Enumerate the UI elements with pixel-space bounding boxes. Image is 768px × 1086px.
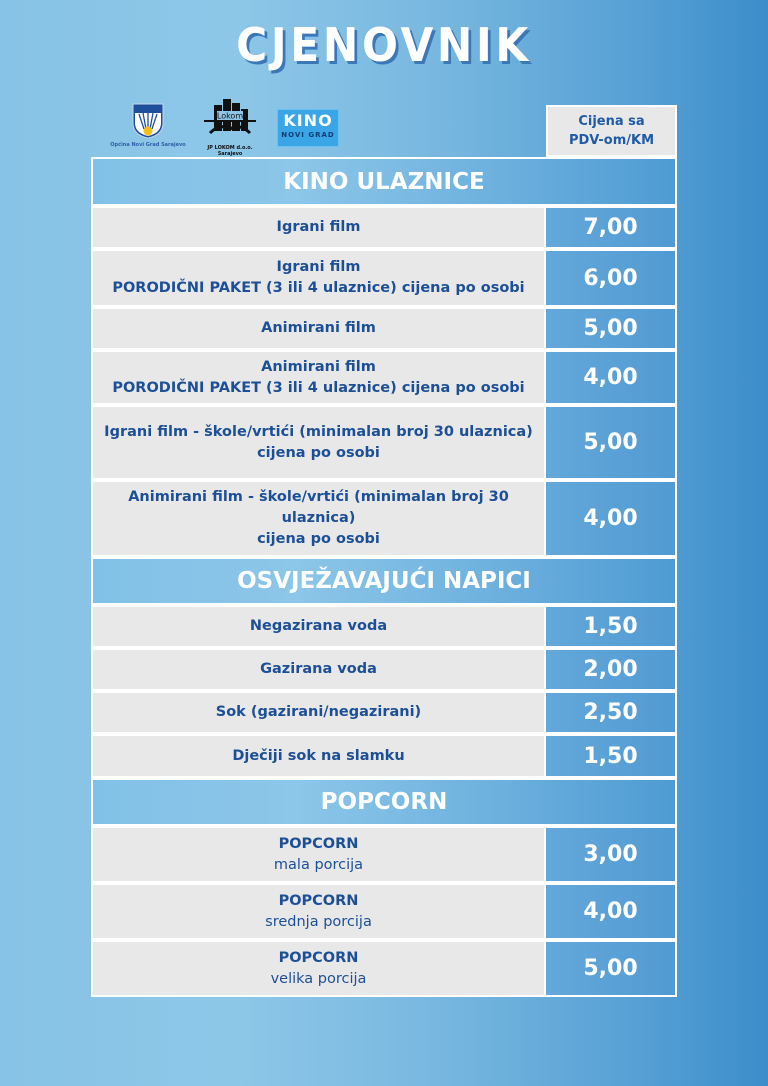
svg-text:Lokom: Lokom <box>216 111 244 121</box>
table-row <box>91 480 677 557</box>
item-description: Animirani film - škole/vrtići (minimalan broj 30 ulaznica) cijena po osobi <box>91 480 546 557</box>
item-description: Animirani film PORODIČNI PAKET (3 ili 4 ulaznice) cijena po osobi <box>91 350 546 405</box>
lokom-caption: JP LOKOM d.o.o. Sarajevo <box>207 145 253 157</box>
table-row <box>91 405 677 480</box>
table-row <box>91 350 677 405</box>
item-price: 4,00 <box>546 350 677 405</box>
item-price: 2,50 <box>546 691 677 734</box>
lokom-logo <box>200 97 260 157</box>
table-row <box>91 940 677 997</box>
item-description: POPCORN srednja porcija <box>91 883 546 940</box>
section-header-osvjezavajuci-napici: OSVJEŽAVAJUĆI NAPICI <box>91 557 677 605</box>
item-description: POPCORN velika porcija <box>91 940 546 997</box>
kino-logo-main: KINO <box>283 111 333 130</box>
coat-of-arms-icon <box>132 103 164 139</box>
item-price: 2,00 <box>546 648 677 691</box>
table-row <box>91 648 677 691</box>
table-row <box>91 249 677 307</box>
table-row <box>91 605 677 648</box>
kino-logo-sub: NOVI GRAD <box>281 131 335 139</box>
lokom-skyline-icon <box>200 97 260 141</box>
item-description: POPCORN mala porcija <box>91 826 546 883</box>
item-price: 5,00 <box>546 405 677 480</box>
table-row <box>91 826 677 883</box>
table-row <box>91 883 677 940</box>
item-description: Dječiji sok na slamku <box>91 734 546 778</box>
item-price: 5,00 <box>546 307 677 350</box>
price-column-header: Cijena sa PDV-om/KM <box>546 105 677 157</box>
item-price: 7,00 <box>546 206 677 249</box>
item-price: 6,00 <box>546 249 677 307</box>
section-header-popcorn: POPCORN <box>91 778 677 826</box>
logos-bar <box>100 97 350 157</box>
item-price: 4,00 <box>546 883 677 940</box>
item-description: Igrani film - škole/vrtići (minimalan broj 30 ulaznica) cijena po osobi <box>91 405 546 480</box>
page-title: CJENOVNIK <box>236 18 532 72</box>
opcina-caption: Općina Novi Grad Sarajevo <box>110 142 186 148</box>
table-row <box>91 734 677 778</box>
table-row <box>91 691 677 734</box>
section-header-kino-ulaznice: KINO ULAZNICE <box>91 157 677 206</box>
item-price: 4,00 <box>546 480 677 557</box>
item-description: Negazirana voda <box>91 605 546 648</box>
item-description: Gazirana voda <box>91 648 546 691</box>
item-description: Igrani film <box>91 206 546 249</box>
kino-novi-grad-logo <box>277 109 339 147</box>
item-price: 5,00 <box>546 940 677 997</box>
item-price: 1,50 <box>546 734 677 778</box>
table-row <box>91 206 677 249</box>
table-row <box>91 307 677 350</box>
item-description: Igrani film PORODIČNI PAKET (3 ili 4 ulaznice) cijena po osobi <box>91 249 546 307</box>
item-description: Sok (gazirani/negazirani) <box>91 691 546 734</box>
item-price: 1,50 <box>546 605 677 648</box>
item-price: 3,00 <box>546 826 677 883</box>
opcina-logo <box>108 103 188 155</box>
item-description: Animirani film <box>91 307 546 350</box>
